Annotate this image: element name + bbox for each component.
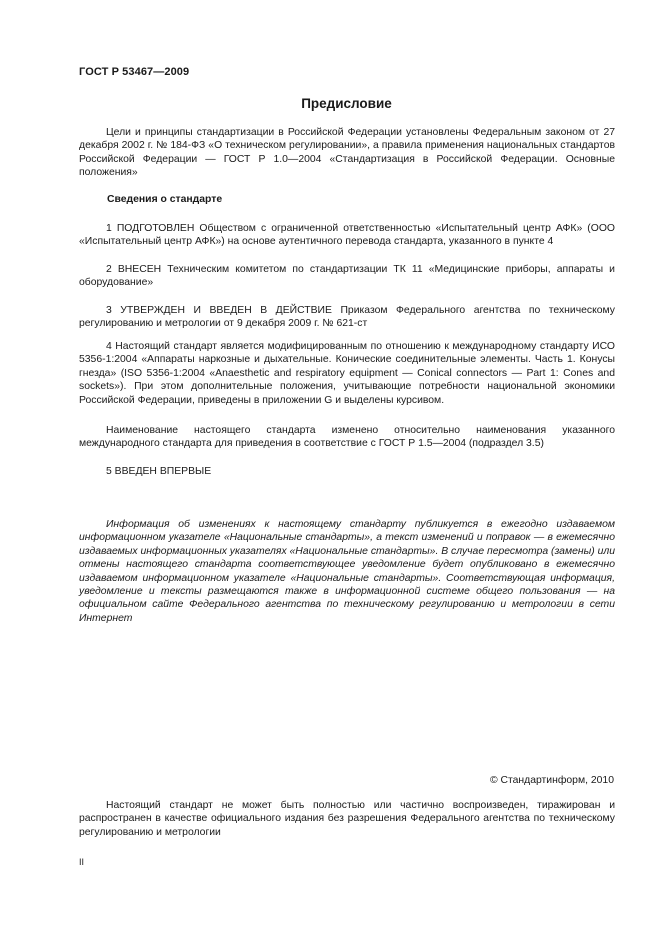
page-title: Предисловие [301,96,392,111]
section-subheading: Сведения о стандарте [107,194,223,205]
reproduction-notice: Настоящий стандарт не может быть полностью или частично воспроизведен, тиражирован и распространен в качестве официального издания без разрешения Федерального агентства по техническому регулированию и метрологии [79,800,615,838]
item-modified: 4 Настоящий стандарт является модифицированным по отношению к международному стандарту ИСО 5356-1:2004 «Аппараты наркозные и дыхательные. Конические соединительные элементы. Часть 1. Конусы гнезда» (ISO 5356-1:2004 «Anaesthetic and respiratory equipment — Conical connectors — Part 1: Cones and sockets»). При этом дополнительные положения, учитывающие потребности национальной экономики Российской Федерации, приведены в приложении G и выделены курсивом. [79,341,615,406]
item-prepared: 1 ПОДГОТОВЛЕН Обществом с ограниченной ответственностью «Испытательный центр АФК» (ООО «Испытательный центр АФК») на основе аутентичного перевода стандарта, указанного в пункте 4 [79,223,615,248]
item-name-changed: Наименование настоящего стандарта изменено относительно наименования указанного международного стандарта для приведения в соответствие с ГОСТ Р 1.5—2004 (подраздел 3.5) [79,425,615,450]
page-number: II [79,857,85,867]
document-code: ГОСТ Р 53467—2009 [79,66,190,78]
copyright: © Стандартинформ, 2010 [489,775,614,786]
item-introduced: 2 ВНЕСЕН Техническим комитетом по стандартизации ТК 11 «Медицинские приборы, аппараты и оборудование» [79,264,615,289]
item-approved: 3 УТВЕРЖДЕН И ВВЕДЕН В ДЕЙСТВИЕ Приказом Федерального агентства по техническому регулированию и метрологии от 9 декабря 2009 г. № 621-ст [79,305,615,330]
intro-paragraph: Цели и принципы стандартизации в Российской Федерации установлены Федеральным законом от 27 декабря 2002 г. № 184-ФЗ «О техническом регулировании», а правила применения национальных стандартов Российской Федерации — ГОСТ Р 1.0—2004 «Стандартизация в Российской Федерации. Основные положения» [79,127,615,179]
item-first-introduced: 5 ВВЕДЕН ВПЕРВЫЕ [106,466,212,477]
info-notice: Информация об изменениях к настоящему стандарту публикуется в ежегодно издаваемом информационном указателе «Национальные стандарты», а текст изменений и поправок — в ежемесячно издаваемых информационных указателях «Национальные стандарты». В случае пересмотра (замены) или отмены настоящего стандарта соответствующее уведомление будет опубликовано в ежемесячно издаваемом информационном указателе «Национальные стандарты». Соответствующая информация, уведомление и тексты размещаются также в информационной системе общего пользования — на официальном сайте Федерального агентства по техническому регулированию и метрологии в сети Интернет [79,519,615,624]
